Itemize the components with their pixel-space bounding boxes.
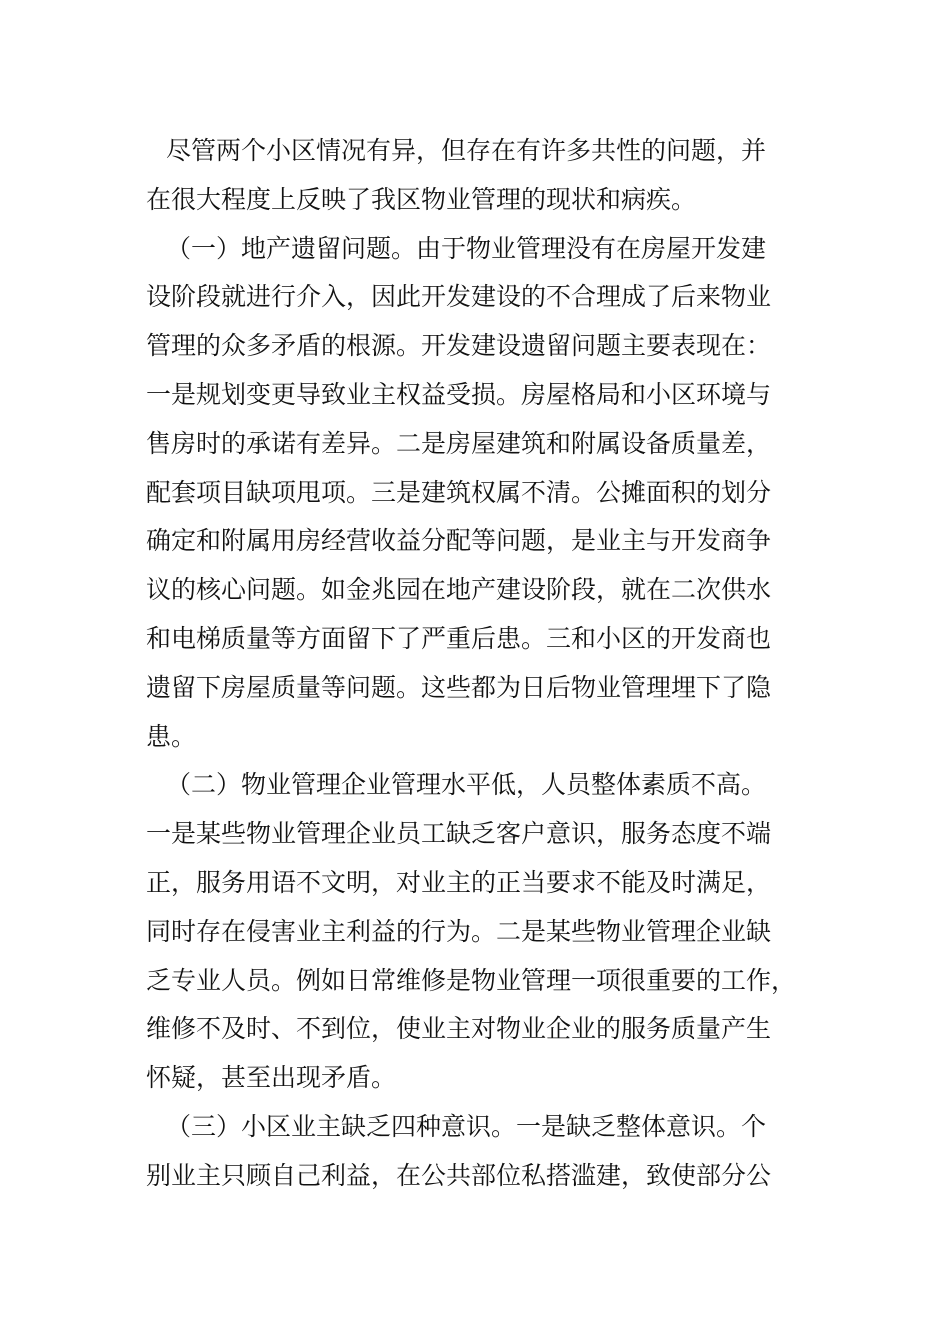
document-body: [146, 127, 806, 1201]
text-line: 同时存在侵害业主利益的行为。二是某些物业管理企业缺: [146, 916, 772, 946]
text-line: 配套项目缺项甩项。三是建筑权属不清。公摊面积的划分: [146, 477, 772, 507]
text-line: 售房时的承诺有差异。二是房屋建筑和附属设备质量差，: [146, 428, 772, 458]
text-line: 管理的众多矛盾的根源。开发建设遗留问题主要表现在：: [146, 331, 772, 361]
text-line: 一是某些物业管理企业员工缺乏客户意识，服务态度不端: [146, 819, 772, 849]
text-line: 怀疑，甚至出现矛盾。: [146, 1063, 397, 1093]
text-line: 维修不及时、不到位，使业主对物业企业的服务质量产生: [146, 1014, 772, 1044]
text-line: 议的核心问题。如金兆园在地产建设阶段，就在二次供水: [146, 575, 772, 605]
text-line: 患。: [146, 721, 197, 751]
text-line: 尽管两个小区情况有异，但存在有许多共性的问题，并: [166, 136, 767, 165]
text-line: （二）物业管理企业管理水平低，人员整体素质不高。: [166, 770, 767, 800]
text-line: 乏专业人员。例如日常维修是物业管理一项很重要的工作，: [146, 965, 797, 995]
text-line: 正，服务用语不文明，对业主的正当要求不能及时满足，: [146, 867, 772, 897]
text-line: 设阶段就进行介入，因此开发建设的不合理成了后来物业: [146, 282, 772, 312]
text-line: 别业主只顾自己利益，在公共部位私搭滥建，致使部分公: [146, 1160, 772, 1190]
text-line: （三）小区业主缺乏四种意识。一是缺乏整体意识。个: [166, 1111, 767, 1141]
text-line: 遗留下房屋质量等问题。这些都为日后物业管理埋下了隐: [146, 672, 772, 702]
text-line: 确定和附属用房经营收益分配等问题，是业主与开发商争: [146, 526, 772, 556]
text-line: 在很大程度上反映了我区物业管理的现状和病疾。: [146, 184, 697, 214]
text-line: （一）地产遗留问题。由于物业管理没有在房屋开发建: [166, 233, 767, 263]
text-line: 一是规划变更导致业主权益受损。房屋格局和小区环境与: [146, 379, 772, 409]
text-line: 和电梯质量等方面留下了严重后患。三和小区的开发商也: [146, 623, 772, 653]
